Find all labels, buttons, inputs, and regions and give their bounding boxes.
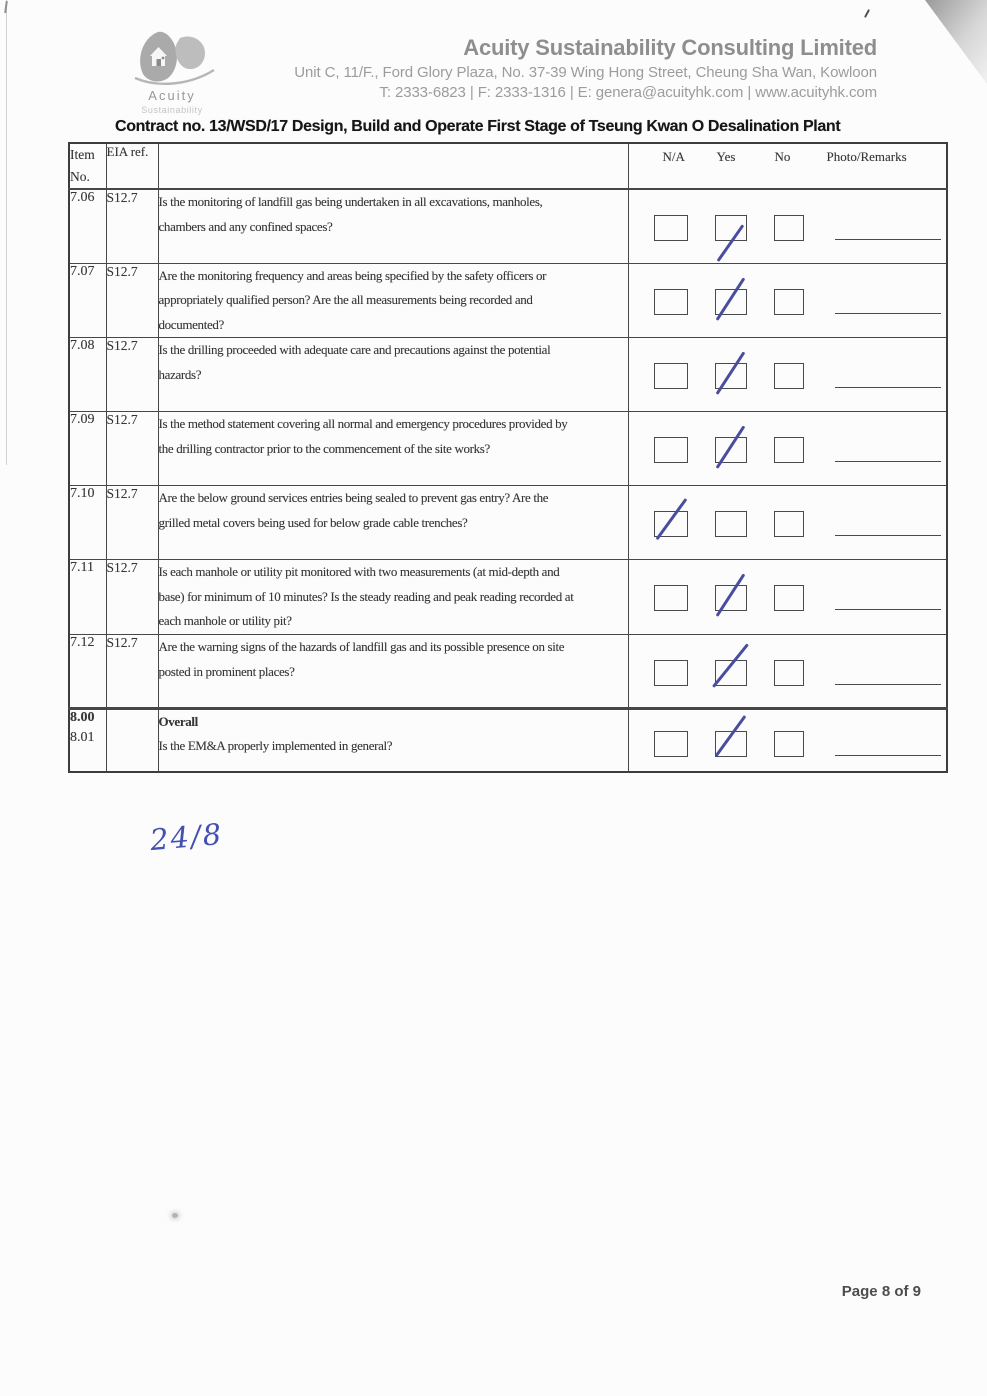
item-number: 7.11 [70,560,94,576]
checklist-body [69,189,947,772]
item-number: 7.09 [70,412,95,428]
answer-cell [628,635,947,709]
item-number: 7.12 [70,635,95,651]
checkbox-na [654,731,688,757]
section-title: Overall [158,714,198,730]
table-row [69,486,947,560]
item-no-cell [69,709,106,772]
checkbox-yes [715,289,747,315]
remarks-line [835,289,941,314]
table-row [69,263,947,338]
header-item-label2: No. [70,169,90,184]
question-line: base) for minimum of 10 minutes? Is the steady reading and peak reading recorded at [158,588,574,604]
answer-cell [628,189,947,263]
eia-ref-cell [106,486,158,560]
item-number: 7.08 [70,338,95,354]
question-cell [158,338,628,412]
logo-title: Acuity [148,88,196,103]
header-photo-remarks-label: Photo/Remarks [826,149,907,164]
question-line: Is each manhole or utility pit monitored with two measurements (at mid-depth and [158,564,560,580]
checkbox-yes [715,511,747,537]
answer-cell [628,412,947,486]
question-cell [158,486,628,560]
question-line: Are the warning signs of the hazards of landfill gas and its possible presence on site [158,639,565,655]
checkbox-no [774,511,804,537]
answer-cell [628,338,947,412]
handwritten-note: 24/8 [148,816,225,858]
question-cell [158,263,628,338]
eia-ref-cell [106,709,158,772]
checkbox-na [654,585,688,611]
page-corner-fold [925,0,987,84]
remarks-line [835,660,941,685]
table-row [69,189,947,263]
company-logo [124,28,220,115]
checklist-table [68,142,948,773]
item-no-cell [69,263,106,338]
item-no-cell [69,560,106,635]
header-na-label: N/A [662,149,685,164]
item-number: 8.01 [70,730,95,746]
checkbox-no [774,660,804,686]
remarks-line [835,215,941,240]
checkbox-no [774,215,804,241]
checkbox-no [774,731,804,757]
question-line: posted in prominent places? [158,663,295,679]
company-name: Acuity Sustainability Consulting Limited [463,35,877,60]
eia-ref-cell [106,560,158,635]
question-line: Is the method statement covering all normal and emergency procedures provided by [158,416,568,432]
header-item-no [69,143,106,189]
checkbox-na [654,289,688,315]
table-row [69,635,947,709]
question-cell [158,635,628,709]
question-line: each manhole or utility pit? [158,613,292,629]
question-line: hazards? [158,366,202,382]
item-no-cell [69,189,106,263]
header-no-label: No [774,149,791,164]
question-line: Is the EM&A properly implemented in general? [158,738,393,754]
header-question [158,143,628,189]
checkbox-na [654,363,688,389]
header-yes-label: Yes [716,149,736,164]
remarks-line [835,585,941,610]
header-eia-ref [106,143,158,189]
eia-ref: S12.7 [106,486,138,502]
eia-ref-cell [106,412,158,486]
eia-ref: S12.7 [106,560,138,576]
checkbox-na [654,215,688,241]
question-line: Are the below ground services entries being sealed to prevent gas entry? Are the [158,490,549,506]
eia-ref-cell [106,635,158,709]
question-cell [158,560,628,635]
header-eia-label: EIA ref. [106,144,149,159]
question-cell [158,709,628,772]
table-row [69,560,947,635]
question-line: appropriately qualified person? Are the all measurements being recorded and [158,292,533,308]
eia-ref: S12.7 [106,338,138,354]
eia-ref-cell [106,338,158,412]
question-line: grilled metal covers being used for below grade cable trenches? [158,514,468,530]
scan-edge-line [6,0,7,465]
company-address: Unit C, 11/F., Ford Glory Plaza, No. 37-39 Wing Hong Street, Cheung Sha Wan, Kowloon [294,64,877,81]
item-number: 7.07 [70,263,95,279]
logo-subtitle: Sustainability [141,105,203,115]
checkbox-no [774,585,804,611]
letterhead [294,35,877,101]
item-number: 7.10 [70,486,95,502]
question-line: documented? [158,316,224,332]
contract-title: Contract no. 13/WSD/17 Design, Build and Operate First Stage of Tseung Kwan O Desalination Plant [115,118,841,135]
answer-cell [628,486,947,560]
item-number: 7.06 [70,190,95,205]
answer-cell [628,263,947,338]
question-cell [158,412,628,486]
header-answers [628,143,947,189]
question-line: Is the monitoring of landfill gas being undertaken in all excavations, manholes, [158,194,543,209]
scan-edge-mark [4,1,8,13]
question-line: Is the drilling proceeded with adequate care and precautions against the potential [158,342,551,358]
remarks-line [835,437,941,462]
company-contacts: T: 2333-6823 | F: 2333-1316 | E: genera@acuityhk.com | www.acuityhk.com [379,84,877,101]
checkbox-no [774,289,804,315]
logo-leaf-icon [128,28,216,88]
pen-mark [864,9,870,18]
page-number: Page 8 of 9 [841,1283,921,1300]
table-row [69,709,947,772]
table-row [69,412,947,486]
checkbox-na [654,660,688,686]
question-line: the drilling contractor prior to the commencement of the site works? [158,440,490,456]
checkbox-no [774,437,804,463]
eia-ref: S12.7 [106,635,138,651]
item-no-cell [69,486,106,560]
item-no-cell [69,635,106,709]
checkbox-na [654,437,688,463]
remarks-line [835,511,941,536]
table-row [69,338,947,412]
item-number: 8.00 [70,710,95,726]
scan-speckle [172,1213,178,1218]
question-line: chambers and any confined spaces? [158,218,333,234]
answer-cell [628,709,947,772]
remarks-line [835,731,941,756]
eia-ref: S12.7 [106,412,138,428]
table-header-row [69,143,947,189]
item-no-cell [69,412,106,486]
item-no-cell [69,338,106,412]
question-line: Are the monitoring frequency and areas being specified by the safety officers or [158,267,547,283]
checkbox-no [774,363,804,389]
eia-ref: S12.7 [106,190,138,205]
header-item-label: Item [70,147,95,162]
eia-ref-cell [106,263,158,338]
question-cell [158,189,628,263]
eia-ref-cell [106,189,158,263]
answer-cell [628,560,947,635]
remarks-line [835,363,941,388]
eia-ref: S12.7 [106,263,138,279]
